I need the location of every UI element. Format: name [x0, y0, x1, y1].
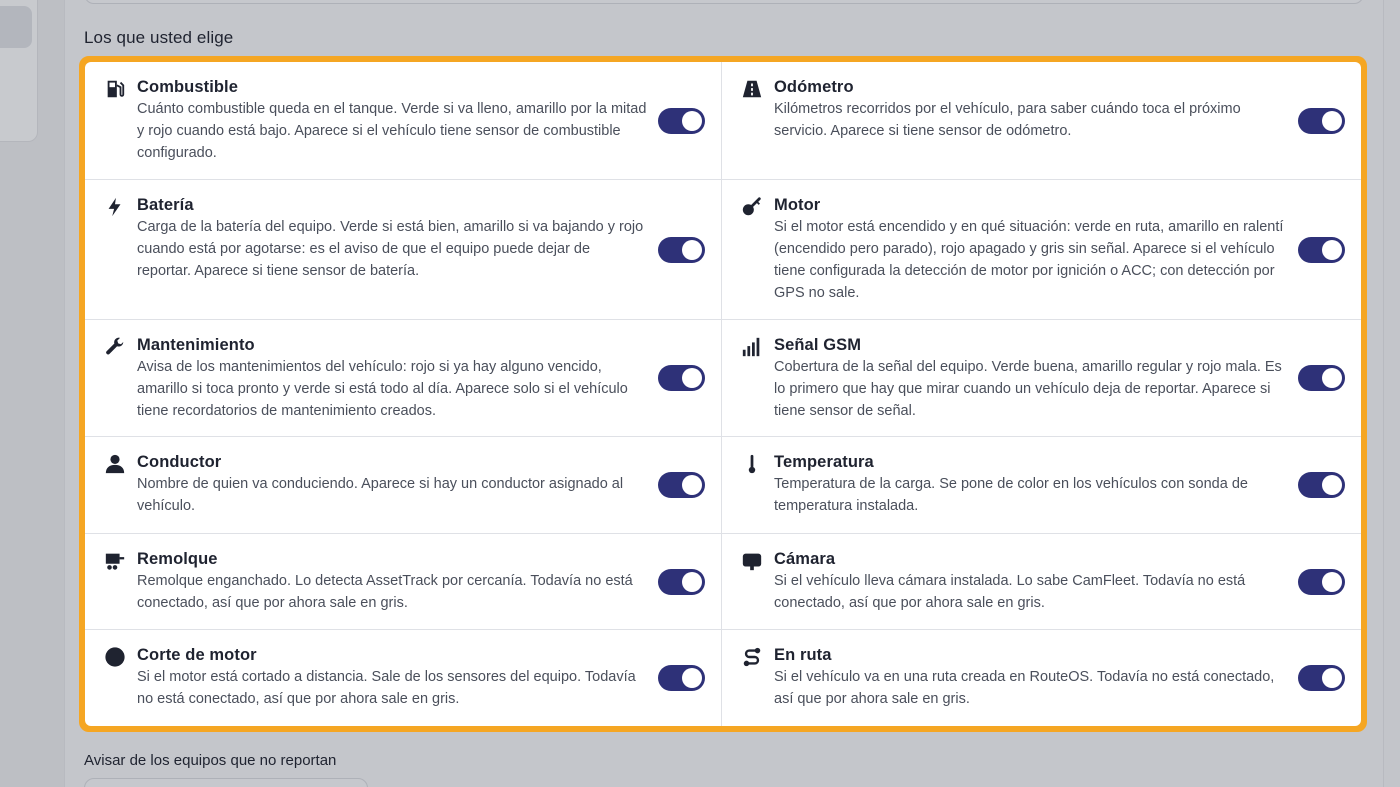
widget-title: Batería	[137, 196, 194, 214]
widget-title: Motor	[774, 196, 821, 214]
route-icon	[740, 645, 764, 669]
left-rail	[0, 0, 64, 787]
toggle-knob	[682, 668, 702, 688]
toggle-knob	[682, 572, 702, 592]
bolt-icon	[103, 195, 127, 219]
bottom-section-title: Avisar de los equipos que no reportan	[84, 752, 337, 769]
widget-item	[85, 180, 722, 320]
toggle-knob	[682, 368, 702, 388]
widget-title: Conductor	[137, 453, 222, 471]
widget-title: En ruta	[774, 646, 832, 664]
widget-description: Temperatura de la carga. Se pone de color en los vehículos con sonda de temperatura instalada.	[774, 476, 1248, 514]
trailer-icon	[103, 549, 127, 573]
engine-cut-icon	[103, 645, 127, 669]
toggle-knob	[1322, 368, 1342, 388]
widget-description: Si el motor está encendido y en qué situación: verde en ruta, amarillo en ralentí (encendido pero parado), rojo apagado y gris sin señal. Aparece si el vehículo tiene configurada la detección de motor por ignición o ACC; con detección por GPS no sale.	[774, 219, 1284, 301]
widget-description: Remolque enganchado. Lo detecta AssetTrack por cercanía. Todavía no está conectado, así que por ahora sale en gris.	[137, 573, 633, 611]
widget-item	[85, 437, 722, 534]
widgets-highlight	[79, 56, 1367, 732]
widget-description: Avisa de los mantenimientos del vehículo: rojo si ya hay alguno vencido, amarillo si toca pronto y verde si está todo al día. Aparece solo si el vehículo tiene recordatorios de mantenimiento creados.	[137, 359, 628, 419]
widget-description: Si el vehículo va en una ruta creada en RouteOS. Todavía no está conectado, así que por ahora sale en gris.	[774, 669, 1275, 707]
widget-item	[722, 62, 1361, 180]
widget-title: Señal GSM	[774, 336, 862, 354]
widget-toggle[interactable]	[1298, 365, 1345, 391]
widget-description: Cuánto combustible queda en el tanque. Verde si va lleno, amarillo por la mitad y rojo cuando está bajo. Aparece si el vehículo tiene sensor de combustible configurado.	[137, 101, 647, 161]
widget-title: Corte de motor	[137, 646, 257, 664]
widget-toggle[interactable]	[658, 569, 705, 595]
section-title: Los que usted elige	[84, 28, 234, 47]
wrench-icon	[103, 335, 127, 359]
widget-toggle[interactable]	[1298, 665, 1345, 691]
widget-toggle[interactable]	[1298, 472, 1345, 498]
widget-item	[722, 630, 1361, 726]
widget-toggle[interactable]	[658, 237, 705, 263]
widget-toggle[interactable]	[1298, 569, 1345, 595]
widget-item	[722, 437, 1361, 534]
widget-title: Combustible	[137, 78, 239, 96]
toggle-knob	[682, 475, 702, 495]
widget-item	[722, 320, 1361, 437]
widget-item	[85, 534, 722, 630]
widget-item	[85, 630, 722, 726]
widget-item	[85, 62, 722, 180]
bottom-field[interactable]	[84, 778, 368, 787]
widget-toggle[interactable]	[658, 108, 705, 134]
widget-item	[85, 320, 722, 437]
widget-toggle[interactable]	[658, 365, 705, 391]
top-field[interactable]	[84, 0, 1364, 4]
camera-icon	[740, 549, 764, 573]
thermometer-icon	[740, 452, 764, 476]
widget-toggle[interactable]	[658, 665, 705, 691]
widget-description: Kilómetros recorridos por el vehículo, para saber cuándo toca el próximo servicio. Aparece si tiene sensor de odómetro.	[774, 101, 1241, 139]
toggle-knob	[1322, 475, 1342, 495]
road-icon	[740, 77, 764, 101]
widget-description: Si el vehículo lleva cámara instalada. Lo sabe CamFleet. Todavía no está conectado, así que por ahora sale en gris.	[774, 573, 1246, 611]
toggle-knob	[682, 240, 702, 260]
toggle-knob	[1322, 572, 1342, 592]
toggle-knob	[1322, 240, 1342, 260]
widget-description: Carga de la batería del equipo. Verde si está bien, amarillo si va bajando y rojo cuando está por agotarse: es el aviso de que el equipo puede dejar de reportar. Aparece si tiene sensor de batería.	[137, 219, 644, 279]
toggle-knob	[682, 111, 702, 131]
widget-item	[722, 534, 1361, 630]
widget-title: Remolque	[137, 550, 218, 568]
widget-title: Cámara	[774, 550, 836, 568]
widget-toggle[interactable]	[1298, 237, 1345, 263]
widget-title: Odómetro	[774, 78, 854, 96]
fuel-pump-icon	[103, 77, 127, 101]
widgets-grid	[85, 62, 1361, 726]
widget-toggle[interactable]	[1298, 108, 1345, 134]
widget-description: Cobertura de la señal del equipo. Verde buena, amarillo regular y rojo mala. Es lo primero que hay que mirar cuando un vehículo deja de reportar. Aparece si tiene sensor de señal.	[774, 359, 1282, 419]
ignition-key-icon	[740, 195, 764, 219]
widget-toggle[interactable]	[658, 472, 705, 498]
left-nav-item[interactable]	[0, 6, 32, 48]
widget-item	[722, 180, 1361, 320]
widget-description: Nombre de quien va conduciendo. Aparece si hay un conductor asignado al vehículo.	[137, 476, 624, 514]
user-icon	[103, 452, 127, 476]
widget-description: Si el motor está cortado a distancia. Sale de los sensores del equipo. Todavía no está conectado, así que por ahora sale en gris.	[137, 669, 636, 707]
widget-title: Temperatura	[774, 453, 874, 471]
signal-bars-icon	[740, 335, 764, 359]
toggle-knob	[1322, 111, 1342, 131]
toggle-knob	[1322, 668, 1342, 688]
widget-title: Mantenimiento	[137, 336, 255, 354]
